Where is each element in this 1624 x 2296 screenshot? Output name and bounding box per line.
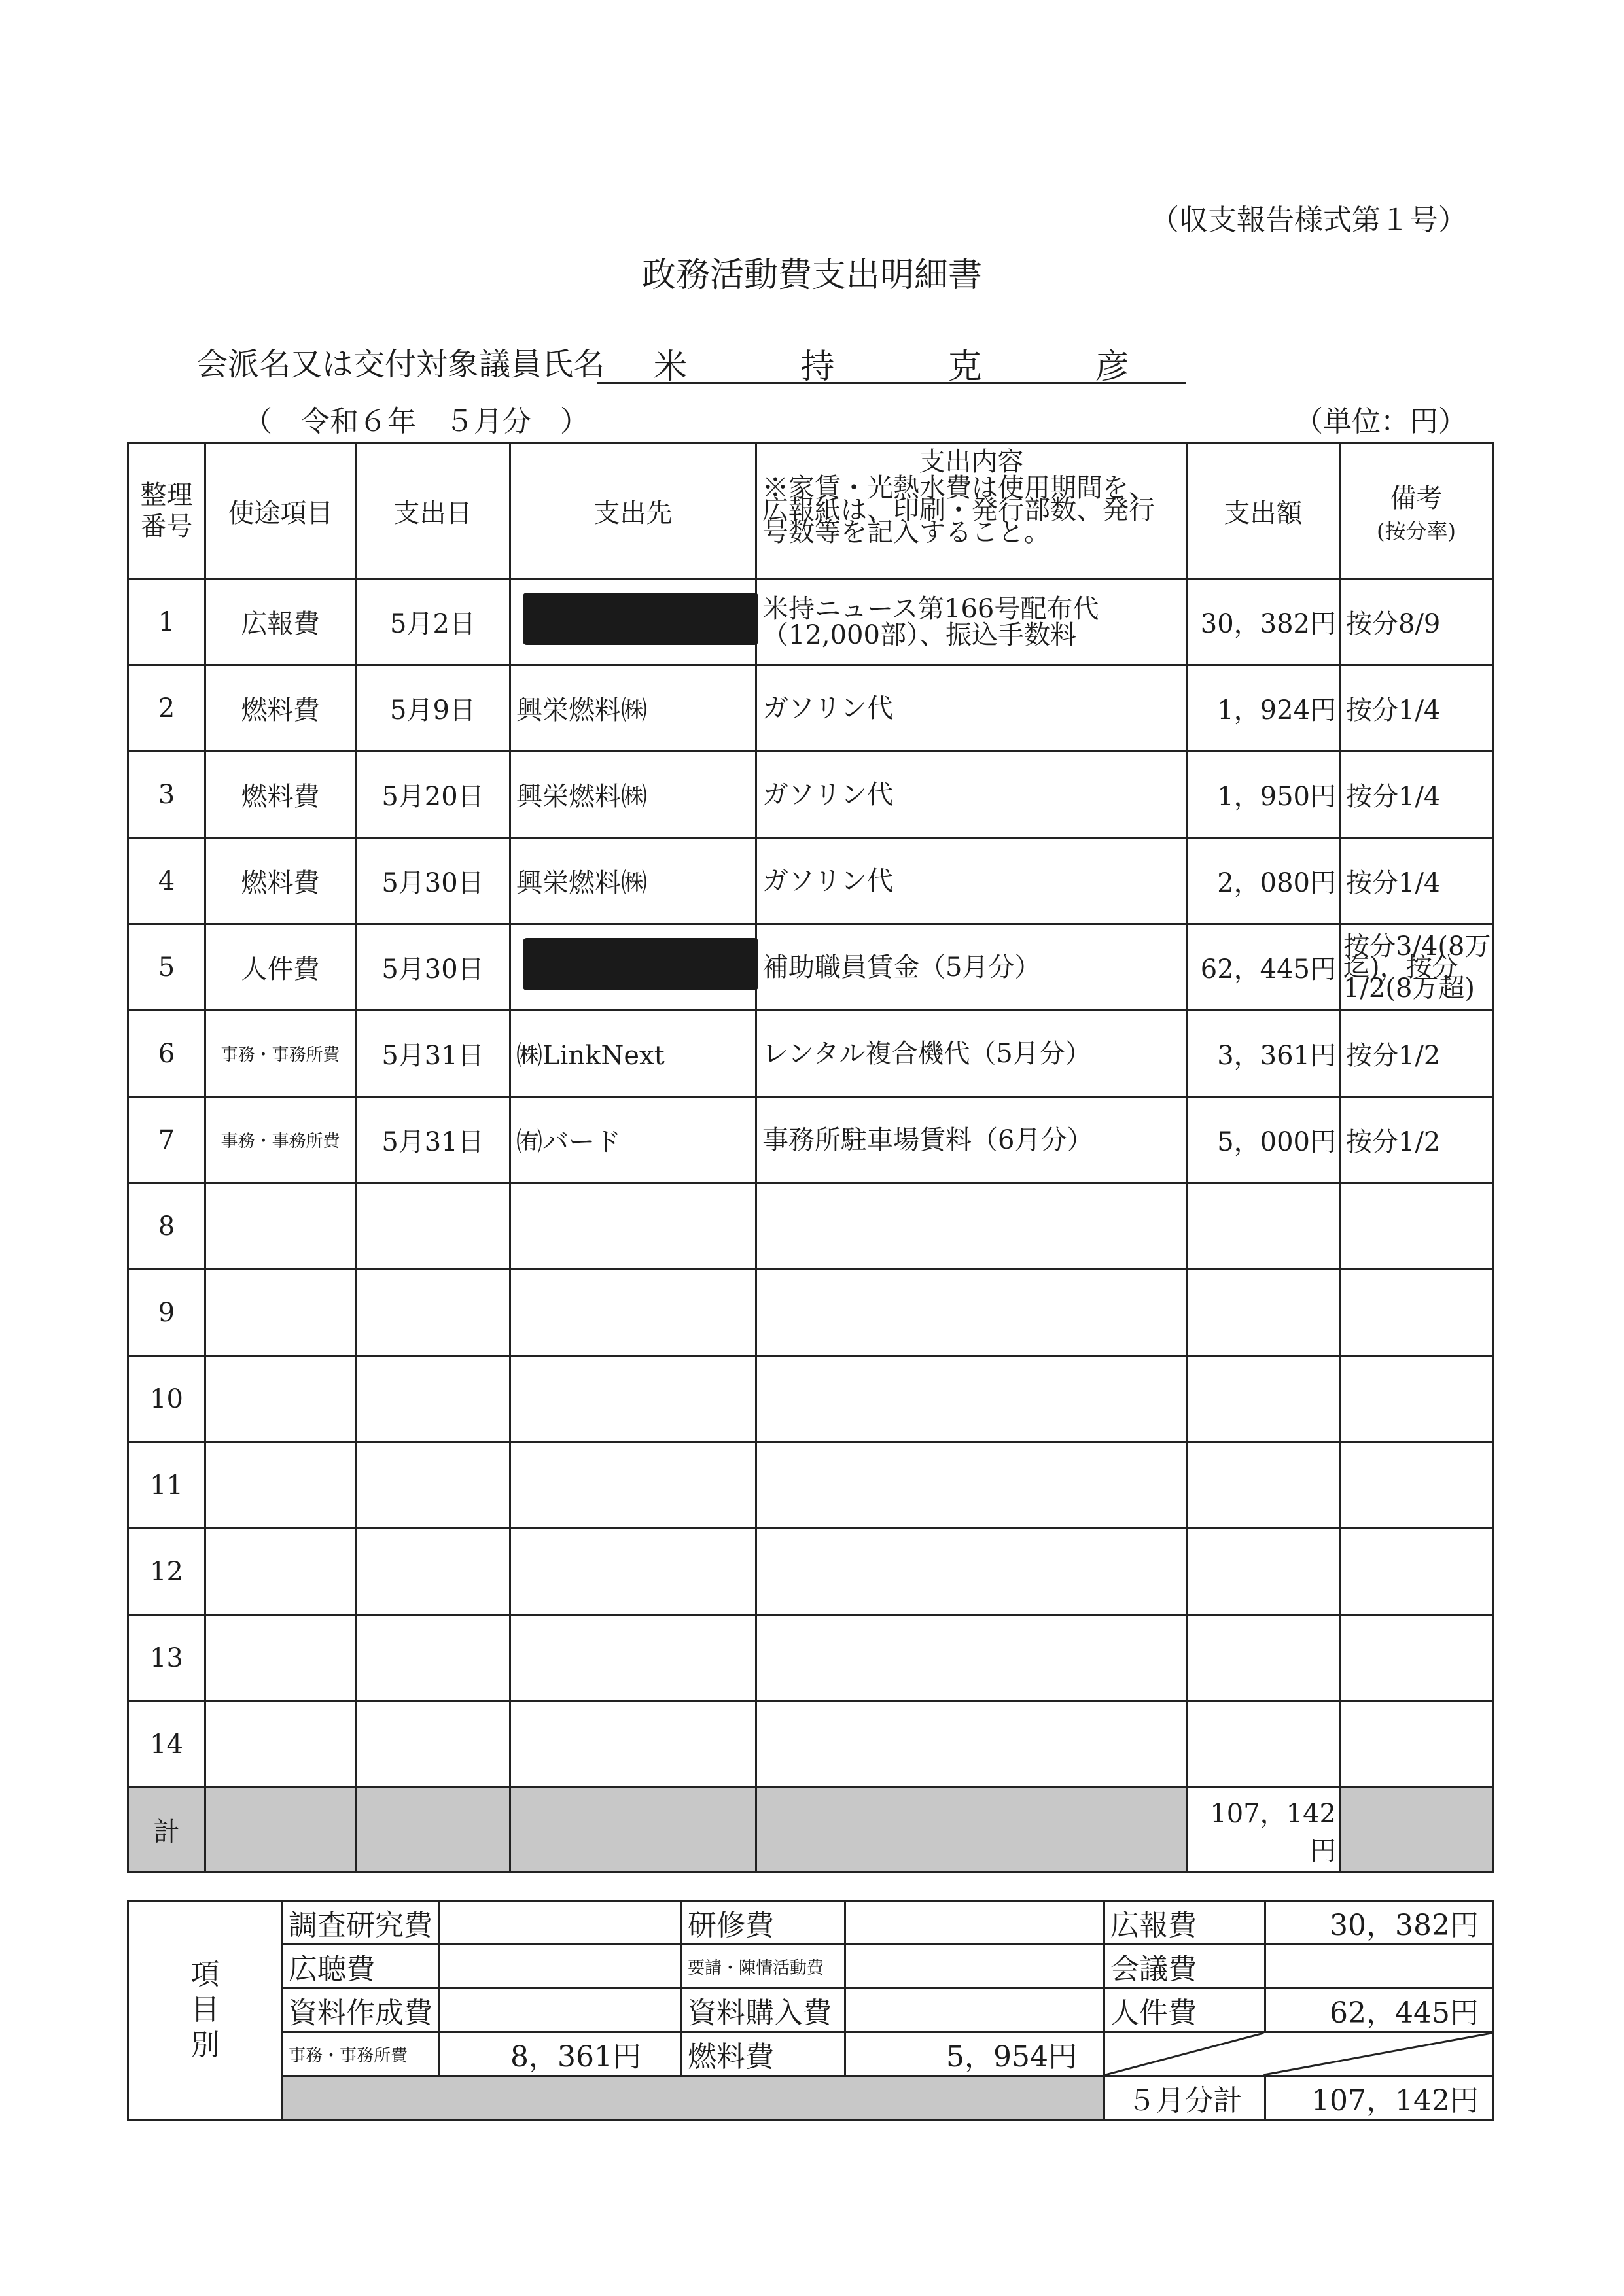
row-purpose: 広報費 — [205, 579, 356, 665]
header-payee: 支出先 — [510, 444, 756, 579]
header-content-note: ※家賃・光熱水費は使用期間を、広報紙は、印刷・発行部数、発行号数等を記入すること。 — [762, 473, 1155, 548]
row-amount: 30，382円 — [1187, 579, 1340, 665]
member-name-char: 持 — [800, 347, 835, 387]
summary-purchase-label: 資料購入費 — [682, 1989, 845, 2032]
summary-personnel-value: 62，445円 — [1265, 1989, 1493, 2032]
row-payee: 興栄燃料㈱ — [510, 665, 756, 752]
row-no: 3 — [128, 752, 205, 838]
summary-purchase-value — [845, 1989, 1104, 2032]
summary-docs-value — [440, 1989, 682, 2032]
summary-row — [128, 2076, 1493, 2120]
total-label: 計 — [128, 1788, 205, 1873]
summary-diagonal-cell — [1104, 2032, 1493, 2076]
expense-table — [127, 442, 1494, 1873]
unit-label: （単位：円） — [1294, 405, 1467, 438]
member-name-char: 克 — [947, 347, 982, 387]
row-remarks: 按分3/4(8万迄)，按分1/2(8万超) — [1340, 924, 1493, 1011]
table-row — [128, 924, 1493, 1011]
row-remarks: 按分1/2 — [1340, 1097, 1493, 1183]
summary-hearing-label: 広聴費 — [283, 1945, 440, 1989]
redaction-block — [523, 593, 758, 645]
summary-personnel-label: 人件費 — [1104, 1989, 1265, 2032]
row-date: 5月20日 — [356, 752, 510, 838]
row-no: 8 — [128, 1183, 205, 1270]
row-content: 事務所駐車場賃料（6月分） — [756, 1097, 1187, 1183]
row-remarks: 按分8/9 — [1340, 579, 1493, 665]
table-row — [128, 1011, 1493, 1097]
row-content: 補助職員賃金（5月分） — [756, 924, 1187, 1011]
diagonal-lines — [1105, 2033, 1492, 2075]
member-name-char: 米 — [653, 347, 688, 387]
row-date: 5月2日 — [356, 579, 510, 665]
summary-training-value — [845, 1901, 1104, 1945]
summary-research-value — [440, 1901, 682, 1945]
row-amount: 62，445円 — [1187, 924, 1340, 1011]
row-no: 11 — [128, 1442, 205, 1529]
table-row — [128, 1701, 1493, 1788]
row-purpose: 事務・事務所費 — [205, 1097, 356, 1183]
table-row — [128, 1356, 1493, 1442]
table-row — [128, 1097, 1493, 1183]
header-amount: 支出額 — [1187, 444, 1340, 579]
header-content — [756, 444, 1187, 579]
row-amount: 1，950円 — [1187, 752, 1340, 838]
row-date: 5月30日 — [356, 838, 510, 924]
row-no: 2 — [128, 665, 205, 752]
summary-pr-label: 広報費 — [1104, 1901, 1265, 1945]
row-payee: ㈱LinkNext — [510, 1011, 756, 1097]
table-row — [128, 1442, 1493, 1529]
summary-petition-value — [845, 1945, 1104, 1989]
row-amount: 2，080円 — [1187, 838, 1340, 924]
header-content-title: 支出内容 — [919, 447, 1024, 477]
summary-fuel-label: 燃料費 — [682, 2032, 845, 2076]
summary-docs-label: 資料作成費 — [283, 1989, 440, 2032]
table-row — [128, 1183, 1493, 1270]
row-no: 7 — [128, 1097, 205, 1183]
row-no: 12 — [128, 1529, 205, 1615]
table-row — [128, 665, 1493, 752]
row-payee: 興栄燃料㈱ — [510, 838, 756, 924]
period: （ 令和６年 ５月分 ） — [243, 405, 589, 438]
row-purpose: 燃料費 — [205, 838, 356, 924]
row-remarks: 按分1/4 — [1340, 752, 1493, 838]
header-remarks-sub: (按分率) — [1377, 518, 1456, 544]
summary-office-value: 8，361円 — [440, 2032, 682, 2076]
row-no: 14 — [128, 1701, 205, 1788]
summary-month-total-label: ５月分計 — [1104, 2076, 1265, 2120]
member-name-char: 彦 — [1095, 347, 1129, 387]
row-purpose: 燃料費 — [205, 752, 356, 838]
summary-side-label — [128, 1901, 283, 2120]
row-payee — [510, 924, 756, 1011]
row-amount: 1，924円 — [1187, 665, 1340, 752]
row-remarks: 按分1/4 — [1340, 838, 1493, 924]
row-purpose: 事務・事務所費 — [205, 1011, 356, 1097]
total-row — [128, 1788, 1493, 1873]
table-row — [128, 1270, 1493, 1356]
table-row — [128, 1615, 1493, 1701]
summary-hearing-value — [440, 1945, 682, 1989]
summary-meeting-value — [1265, 1945, 1493, 1989]
row-purpose: 燃料費 — [205, 665, 356, 752]
row-content: ガソリン代 — [756, 838, 1187, 924]
table-row — [128, 752, 1493, 838]
row-no: 4 — [128, 838, 205, 924]
row-amount: 5，000円 — [1187, 1097, 1340, 1183]
row-payee: 興栄燃料㈱ — [510, 752, 756, 838]
summary-row — [128, 1901, 1493, 1945]
summary-month-total-value: 107，142円 — [1265, 2076, 1493, 2120]
table-row — [128, 1529, 1493, 1615]
total-amount: 107，142円 — [1187, 1788, 1340, 1873]
header-remarks — [1340, 444, 1493, 579]
row-date: 5月31日 — [356, 1011, 510, 1097]
summary-petition-label: 要請・陳情活動費 — [682, 1945, 845, 1989]
summary-row — [128, 2032, 1493, 2076]
row-remarks: 按分1/4 — [1340, 665, 1493, 752]
summary-meeting-label: 会議費 — [1104, 1945, 1265, 1989]
row-content: ガソリン代 — [756, 665, 1187, 752]
table-row — [128, 579, 1493, 665]
header-purpose: 使途項目 — [205, 444, 356, 579]
row-payee — [510, 579, 756, 665]
member-name — [597, 339, 1186, 387]
member-label: 会派名又は交付対象議員氏名 — [196, 346, 605, 383]
row-amount: 3，361円 — [1187, 1011, 1340, 1097]
row-no: 10 — [128, 1356, 205, 1442]
summary-row — [128, 1989, 1493, 2032]
row-remarks: 按分1/2 — [1340, 1011, 1493, 1097]
summary-pr-value: 30，382円 — [1265, 1901, 1493, 1945]
row-no: 5 — [128, 924, 205, 1011]
summary-side-text: 項目別 — [190, 1958, 220, 2062]
row-content: 米持ニュース第166号配布代（12,000部）、振込手数料 — [756, 579, 1187, 665]
summary-table — [127, 1900, 1494, 2121]
form-label: （収支報告様式第１号） — [1150, 203, 1467, 237]
header-no: 整理番号 — [128, 444, 205, 579]
row-date: 5月31日 — [356, 1097, 510, 1183]
document-title: 政務活動費支出明細書 — [641, 256, 982, 295]
row-purpose: 人件費 — [205, 924, 356, 1011]
redaction-block — [523, 938, 758, 990]
row-no: 6 — [128, 1011, 205, 1097]
header-remarks-title: 備考 — [1390, 483, 1443, 513]
row-content: ガソリン代 — [756, 752, 1187, 838]
summary-fuel-value: 5，954円 — [845, 2032, 1104, 2076]
table-row — [128, 838, 1493, 924]
row-payee: ㈲バード — [510, 1097, 756, 1183]
row-content: レンタル複合機代（5月分） — [756, 1011, 1187, 1097]
row-no: 13 — [128, 1615, 205, 1701]
header-date: 支出日 — [356, 444, 510, 579]
row-date: 5月9日 — [356, 665, 510, 752]
summary-research-label: 調査研究費 — [283, 1901, 440, 1945]
row-no: 1 — [128, 579, 205, 665]
row-date: 5月30日 — [356, 924, 510, 1011]
summary-row — [128, 1945, 1493, 1989]
row-no: 9 — [128, 1270, 205, 1356]
summary-training-label: 研修費 — [682, 1901, 845, 1945]
summary-office-label: 事務・事務所費 — [283, 2032, 440, 2076]
table-header-row — [128, 444, 1493, 579]
